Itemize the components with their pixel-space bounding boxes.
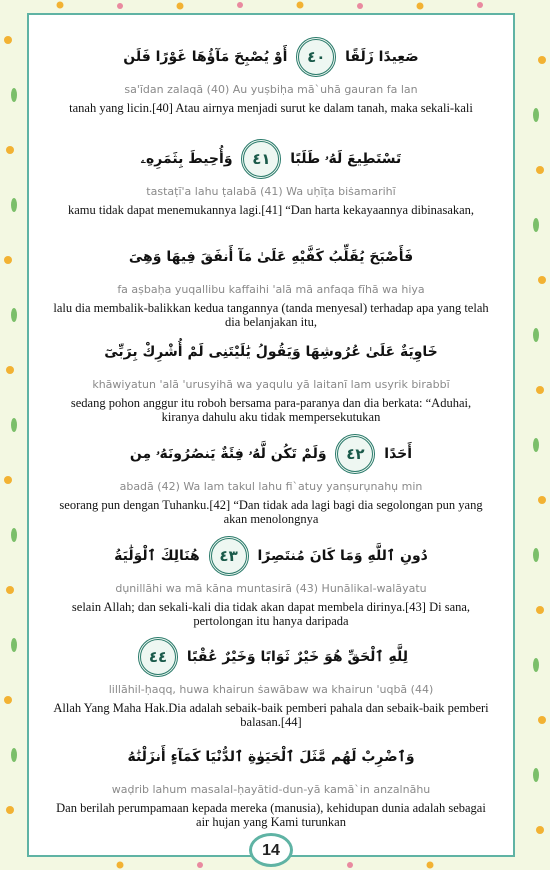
arabic-text: صَعِيدًا زَلَقًا	[345, 49, 419, 65]
transliteration: dụnillāhi wa mā kāna muntasirā (43) Hunālikal-walāyatu	[115, 582, 427, 595]
transliteration: lillāhil-ḥaqq, huwa khairun ṡawābaw wa khairun 'uqbā (44)	[108, 683, 434, 696]
arabic-line	[29, 536, 513, 576]
arabic-text: أَحَدًا	[384, 446, 413, 462]
arabic-text: وَٱضْرِبْ لَهُم مَّثَلَ ٱلْحَيَوٰةِ ٱلدُّنْيَا كَمَآءٍ أَنزَلْنَٰهُ	[127, 749, 415, 765]
arabic-text: خَاوِيَةٌ عَلَىٰ عُرُوشِهَا وَيَقُولُ يَٰلَيْتَنِى لَمْ أُشْرِكْ بِرَبِّىٓ	[104, 344, 438, 360]
arabic-text: فَأَصْبَحَ يُقَلِّبُ كَفَّيْهِ عَلَىٰ مَآ أَنفَقَ فِيهَا وَهِىَ	[128, 249, 414, 265]
ayah-number-marker: ٤٠	[296, 37, 336, 77]
arabic-text: تَسْتَطِيعَ لَهُۥ طَلَبًا	[290, 151, 402, 167]
arabic-line	[29, 237, 513, 277]
verse-block	[29, 237, 513, 329]
transliteration: waḍrib lahum masalal-ḥayātid-dun-yā kamā`in anzalnāhu	[111, 783, 431, 796]
verse-block	[29, 737, 513, 829]
translation: selain Allah; dan sekali-kali dia tidak akan dapat membela dirinya.[43] Di sana, pertolongan itu hanya daripada	[71, 600, 471, 628]
arabic-text: لِلَّهِ ٱلْحَقِّ هُوَ خَيْرٌ ثَوَابًا وَخَيْرٌ عُقْبًا	[186, 649, 408, 665]
transliteration: tastaṭī'a lahu ṭalabā (41) Wa uḥīṭa biṡamarihī	[146, 185, 396, 198]
translation: Dan berilah perumpamaan kepada mereka (manusia), kehidupan dunia adalah sebagai air hujan yang Kami turunkan	[56, 801, 486, 829]
transliteration: sa'īdan zalaqā (40) Au yuṣbiḥa mā`uhā gauran fa lan	[124, 83, 418, 96]
transliteration: abadā (42) Wa lam takul lahu fi`atuy yanṣurụnahụ min	[119, 480, 423, 493]
page-number-badge	[249, 833, 293, 867]
transliteration: khāwiyatun 'alā 'urusyihā wa yaqulu yā laitanī lam usyrik birabbī	[92, 378, 450, 391]
translation: seorang pun dengan Tuhanku.[42] “Dan tidak ada lagi bagi dia segolongan pun yang akan menolongnya	[59, 498, 483, 526]
verse-block	[29, 637, 513, 729]
verse-block	[29, 434, 513, 526]
ayah-number-marker: ٤٤	[138, 637, 178, 677]
arabic-line	[29, 332, 513, 372]
verse-block	[29, 37, 513, 115]
arabic-line	[29, 37, 513, 77]
verse-block	[29, 139, 513, 217]
translation: lalu dia membalik-balikkan kedua tangannya (tanda menyesal) terhadap apa yang telah dia belanjakan itu,	[53, 301, 489, 329]
verse-block	[29, 332, 513, 424]
arabic-line	[29, 637, 513, 677]
quran-page	[27, 13, 515, 857]
arabic-text: وَأُحِيطَ بِثَمَرِهِۦ	[140, 151, 233, 167]
arabic-text: هُنَالِكَ ٱلْوَلَٰيَةُ	[114, 548, 200, 564]
transliteration: fa aṣbaḥa yuqallibu kaffaihi 'alā mā anfaqa fīhā wa hiya	[117, 283, 425, 296]
page-number: 14	[262, 842, 280, 859]
arabic-text: وَلَمْ تَكُن لَّهُۥ فِئَةٌ يَنصُرُونَهُۥ مِن	[129, 446, 327, 462]
arabic-line	[29, 139, 513, 179]
arabic-text: أَوْ يُصْبِحَ مَآؤُهَا غَوْرًا فَلَن	[123, 49, 288, 65]
ayah-number-marker: ٤١	[241, 139, 281, 179]
translation: Allah Yang Maha Hak.Dia adalah sebaik-baik pemberi pahala dan sebaik-baik pemberi balasan.[44]	[53, 701, 489, 729]
verse-block	[29, 536, 513, 628]
ayah-number-marker: ٤٢	[335, 434, 375, 474]
translation: kamu tidak dapat menemukannya lagi.[41] “Dan harta kekayaannya dibinasakan,	[67, 203, 475, 217]
arabic-line	[29, 434, 513, 474]
ayah-number-marker: ٤٣	[209, 536, 249, 576]
arabic-text: دُونِ ٱللَّهِ وَمَا كَانَ مُنتَصِرًا	[257, 548, 428, 564]
arabic-line	[29, 737, 513, 777]
translation: tanah yang licin.[40] Atau airnya menjadi surut ke dalam tanah, maka sekali-kali	[69, 101, 473, 115]
translation: sedang pohon anggur itu roboh bersama para-paranya dan dia berkata: “Aduhai, kiranya dahulu aku tidak mempersekutukan	[70, 396, 472, 424]
